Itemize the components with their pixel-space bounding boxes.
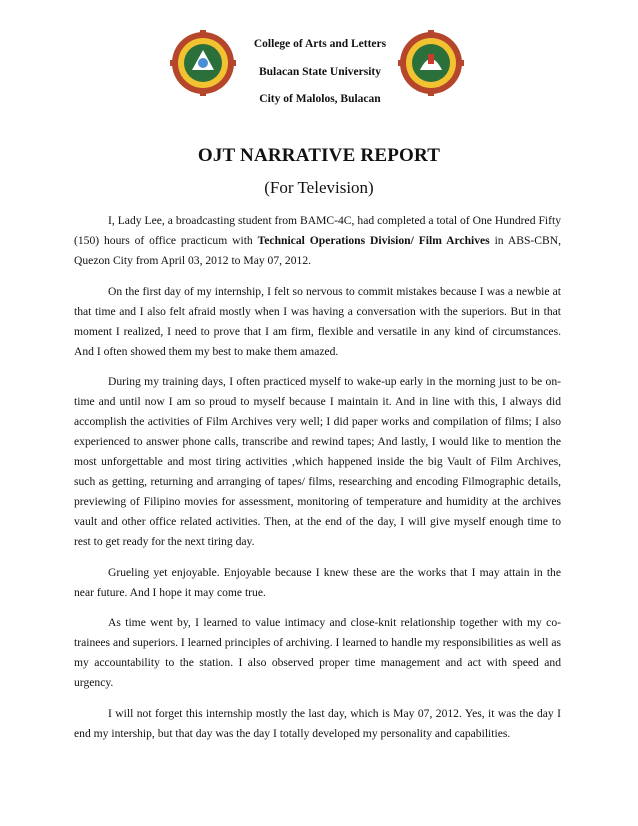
paragraph-1-bold: Technical Operations Division/ Film Archives — [257, 234, 490, 247]
paragraph-2: On the first day of my internship, I felt so nervous to commit mistakes because I was a newbie at that time and I also felt afraid mostly when I was having a conversation with the superiors. But in that moment I realized, I need to prove that I am firm, flexible and versatile in any kind of circumstances. And I often showed them my best to make them amazed. — [74, 284, 561, 358]
paragraph-1-text-c: in ABS-CBN, Quezon City from April 03, 2012 to May 07, 2012. — [74, 234, 561, 267]
report-subtitle: (For Television) — [264, 178, 374, 197]
paragraph-6: I will not forget this internship mostly the last day, which is May 07, 2012. Yes, it was the day I end my intership, but that day was the day I totally developed my personality and capabilities. — [74, 706, 561, 740]
report-title: OJT NARRATIVE REPORT — [197, 145, 441, 166]
paragraph-4: Grueling yet enjoyable. Enjoyable because I knew these are the works that I may attain in the near future. And I hope it may come true. — [74, 565, 561, 599]
university-location: City of Malolos, Bulacan — [259, 93, 381, 105]
college-name: College of Arts and Letters — [253, 38, 387, 50]
paragraph-1 — [74, 211, 561, 271]
report-body — [74, 211, 561, 754]
paragraph-5: As time went by, I learned to value intimacy and close-knit relationship together with my co-trainees and superiors. I learned principles of archiving. I learned to handle my responsibilities as well as my accountability to the station. I also observed proper time management and act with speed and urgency. — [74, 616, 561, 689]
university-name: Bulacan State University — [258, 66, 382, 78]
letterhead — [0, 0, 638, 130]
paragraph-3: During my training days, I often practiced myself to wake-up early in the morning just to be on-time and until now I am so proud to myself because I maintain it. And in line with this, I always did accomplish the activities of Film Archives very well; I did paper works and compilation of films; I also experienced to answer phone calls, transcribe and rewind tapes; And lastly, I would like to mention the most unforgettable and most tiring activities ,which happened inside the big Vault of Film Archives, such as getting, returning and arranging of tapes/ films, researching and encoding Filmographic details, previewing of Filipino movies for assessment, monitoring of temperature and humidity at the archives vault and other office related activities. Then, at the end of the day, I will give myself enough time to rest to get ready for the next tiring day. — [74, 375, 561, 548]
paragraph-1-text-a: I, Lady Lee, a broadcasting student from BAMC-4C, had completed a total of One Hundred Fifty (150) hours of office practicum with — [74, 214, 561, 247]
university-seal-icon — [398, 30, 464, 96]
